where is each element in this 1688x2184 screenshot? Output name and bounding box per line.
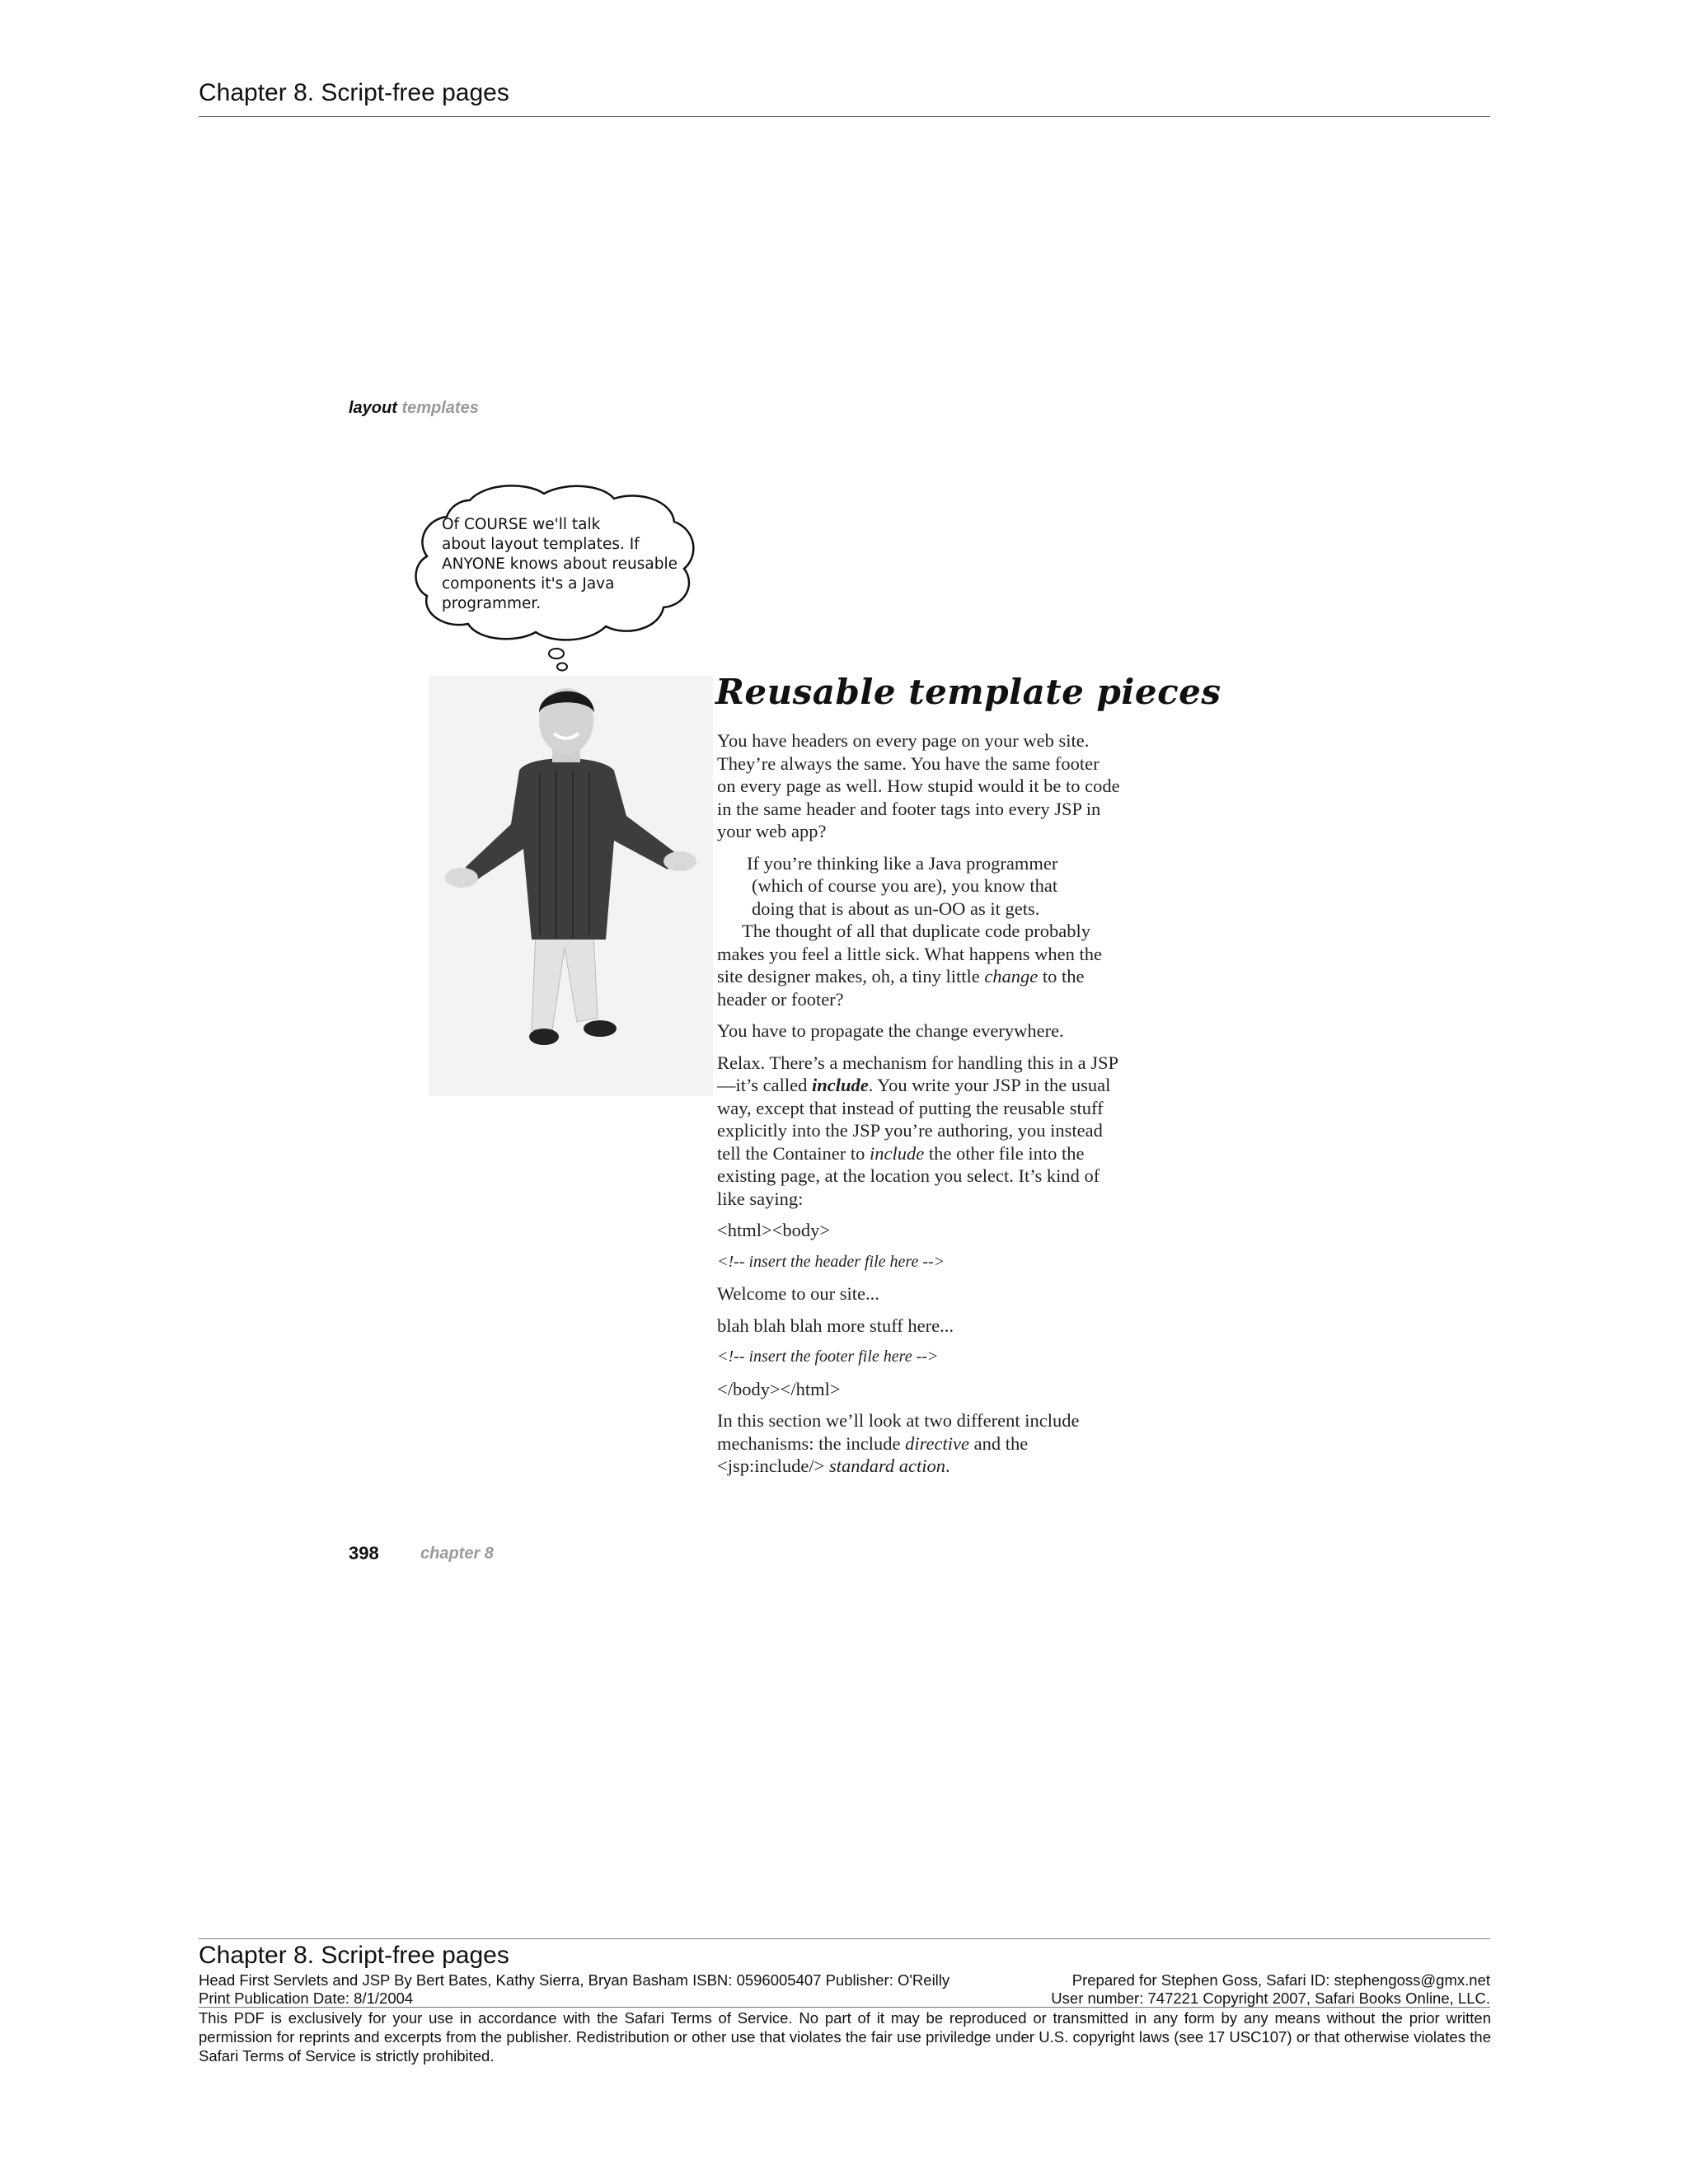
code-line-html-close: </body></html>	[717, 1378, 841, 1399]
code-line-blah: blah blah blah more stuff here...	[717, 1315, 954, 1336]
paragraph-3	[717, 920, 1121, 1010]
code-comment-header: <!-- insert the header file here -->	[717, 1252, 945, 1271]
header-divider	[199, 116, 1490, 117]
paragraph-2-line-3: doing that is about as un-OO as it gets.	[752, 898, 1040, 919]
footer-divider-bottom	[199, 2007, 1490, 2008]
paragraph-1: You have headers on every page on your web site. They’re always the same. You have the same footer on every page as well. How stupid would it be to code in the same header and footer tags into every JSP in your web app?	[717, 730, 1120, 841]
paragraph-2-line-2: (which of course you are), you know that	[752, 875, 1058, 896]
footer-book-info: Head First Servlets and JSP By Bert Bates, Kathy Sierra, Bryan Basham ISBN: 0596005407 Publisher: O'Reilly	[199, 1971, 950, 1989]
paragraph-6-emphasis-1: directive	[905, 1432, 969, 1454]
paragraph-6-mid: and the <jsp:include/>	[717, 1432, 1029, 1476]
paragraph-6	[717, 1409, 1121, 1478]
footer-user-info: User number: 747221 Copyright 2007, Safari Books Online, LLC.	[1051, 1990, 1490, 2007]
programmer-illustration	[429, 676, 713, 1096]
paragraph-6-start: In this section we’ll look at two different include mechanisms: the include	[717, 1410, 1080, 1454]
paragraph-5-end: the other file into the existing page, at the location you select. It’s kind of like saying:	[717, 1142, 1100, 1209]
paragraph-6-emphasis-2: standard action	[829, 1455, 946, 1476]
article-body	[717, 729, 1121, 1487]
code-comment-footer: <!-- insert the footer file here -->	[717, 1347, 939, 1366]
paragraph-5-bold: include	[811, 1075, 869, 1095]
page-chapter-label: chapter 8	[420, 1544, 494, 1563]
paragraph-3-end: to the header or footer?	[717, 966, 1085, 1010]
article-heading: Reusable template pieces	[715, 672, 1221, 712]
paragraph-6-end: .	[945, 1455, 950, 1476]
paragraph-2	[717, 852, 1121, 921]
thought-bubble-text: Of COURSE we'll talk about layout templates. If ANYONE knows about reusable components it's a Java programmer.	[442, 516, 678, 612]
running-head	[349, 399, 479, 418]
paragraph-5-start: Relax. There’s a mechanism for handling this in a JSP—it’s called	[717, 1052, 1119, 1095]
footer-legal-notice: This PDF is exclusively for your use in accordance with the Safari Terms of Service. No part of it may be reproduced or transmitted in any form by any means without the prior written permission for reprints and excerpts from the publisher. Redistribution or other use that violates the fair use priviledge under U.S. copyright laws (see 17 USC107) or that otherwise violates the Safari Terms of Service is strictly prohibited.	[199, 2009, 1491, 2064]
footer-prepared-for: Prepared for Stephen Goss, Safari ID: stephengoss@gmx.net	[1071, 1971, 1490, 1989]
paragraph-3-line-1: The thought of all that duplicate code	[742, 921, 1020, 941]
paragraph-5-mid: . You write your JSP in the usual way, except that instead of putting the reusable stuff explicitly into the JSP you’re authoring, you instead tell the Container to	[717, 1075, 1111, 1164]
code-line-html-open: <html><body>	[717, 1220, 831, 1240]
code-line-welcome: Welcome to our site...	[717, 1283, 879, 1304]
running-head-word2: templates	[401, 399, 479, 417]
footer-divider-top	[199, 1938, 1490, 1939]
paragraph-5-emphasis: include	[869, 1142, 925, 1164]
chapter-header-title: Chapter 8. Script-free pages	[199, 79, 509, 106]
paragraph-3-emphasis: change	[984, 966, 1039, 987]
paragraph-5	[717, 1052, 1121, 1211]
footer-publication-date: Print Publication Date: 8/1/2004	[199, 1990, 414, 2007]
footer-chapter-title: Chapter 8. Script-free pages	[199, 1942, 509, 1969]
thought-bubble	[412, 482, 701, 684]
page-number: 398	[349, 1543, 379, 1563]
paragraph-4: You have to propagate the change everywhere.	[717, 1020, 1064, 1041]
running-head-word1: layout	[349, 399, 397, 417]
paragraph-3-text: probably makes you feel a little sick. What happens when the site designer makes, oh, a tiny little	[717, 921, 1102, 987]
paragraph-2-line-1: If you’re thinking like a Java programmer	[747, 852, 1058, 874]
